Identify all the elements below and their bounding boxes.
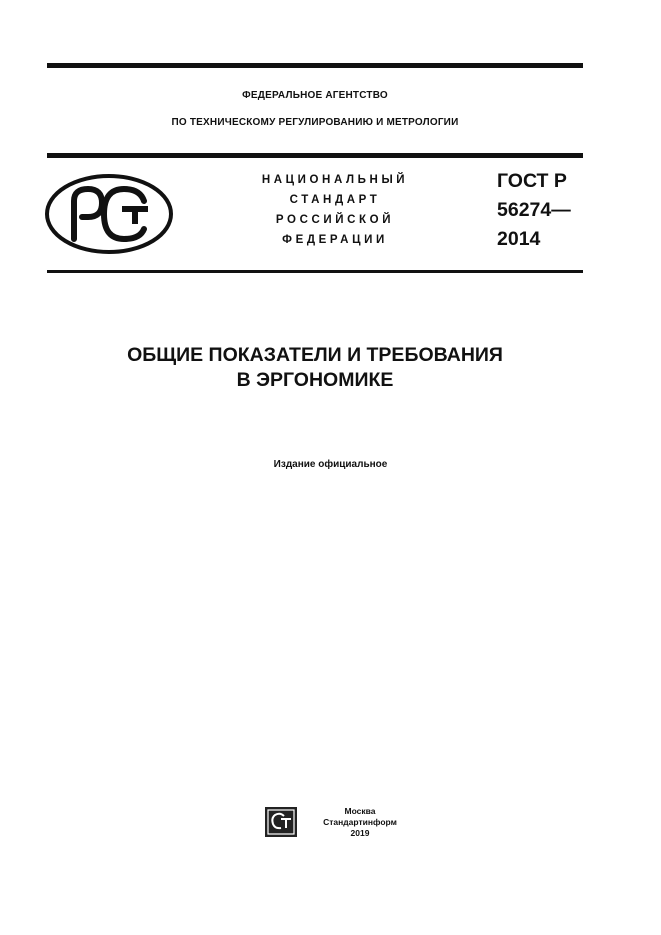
top-rule — [47, 63, 583, 68]
agency-name-line1: ФЕДЕРАЛЬНОЕ АГЕНТСТВО — [242, 90, 388, 101]
designation-line3: 2014 — [497, 228, 541, 250]
upper-block-rule — [47, 153, 583, 158]
edition-label: Издание официальное — [273, 459, 388, 470]
title-line1: ОБЩИЕ ПОКАЗАТЕЛИ И ТРЕБОВАНИЯ — [127, 344, 503, 366]
document-title — [40, 343, 590, 393]
lower-block-rule — [47, 270, 583, 273]
standard-label-line1: НАЦИОНАЛЬНЫЙ — [261, 174, 409, 186]
designation-line1: ГОСТ Р — [497, 170, 567, 192]
standard-label-line2: СТАНДАРТ — [289, 194, 381, 206]
agency-name-line2: ПО ТЕХНИЧЕСКОМУ РЕГУЛИРОВАНИЮ И МЕТРОЛОГИИ — [171, 117, 459, 128]
designation-line2: 56274— — [497, 199, 571, 221]
title-line2: В ЭРГОНОМИКЕ — [236, 369, 394, 391]
standard-designation — [497, 167, 571, 254]
standard-label-line3: РОССИЙСКОЙ — [275, 214, 395, 226]
publisher-city: Москва — [344, 806, 376, 816]
rst-gost-logo-icon — [44, 173, 174, 260]
standard-label-line4: ФЕДЕРАЦИИ — [282, 234, 388, 246]
publisher-name: Стандартинформ — [323, 817, 397, 827]
standartinform-logo-icon — [264, 806, 298, 843]
publication-year: 2019 — [350, 828, 370, 838]
publisher-info — [310, 806, 410, 839]
